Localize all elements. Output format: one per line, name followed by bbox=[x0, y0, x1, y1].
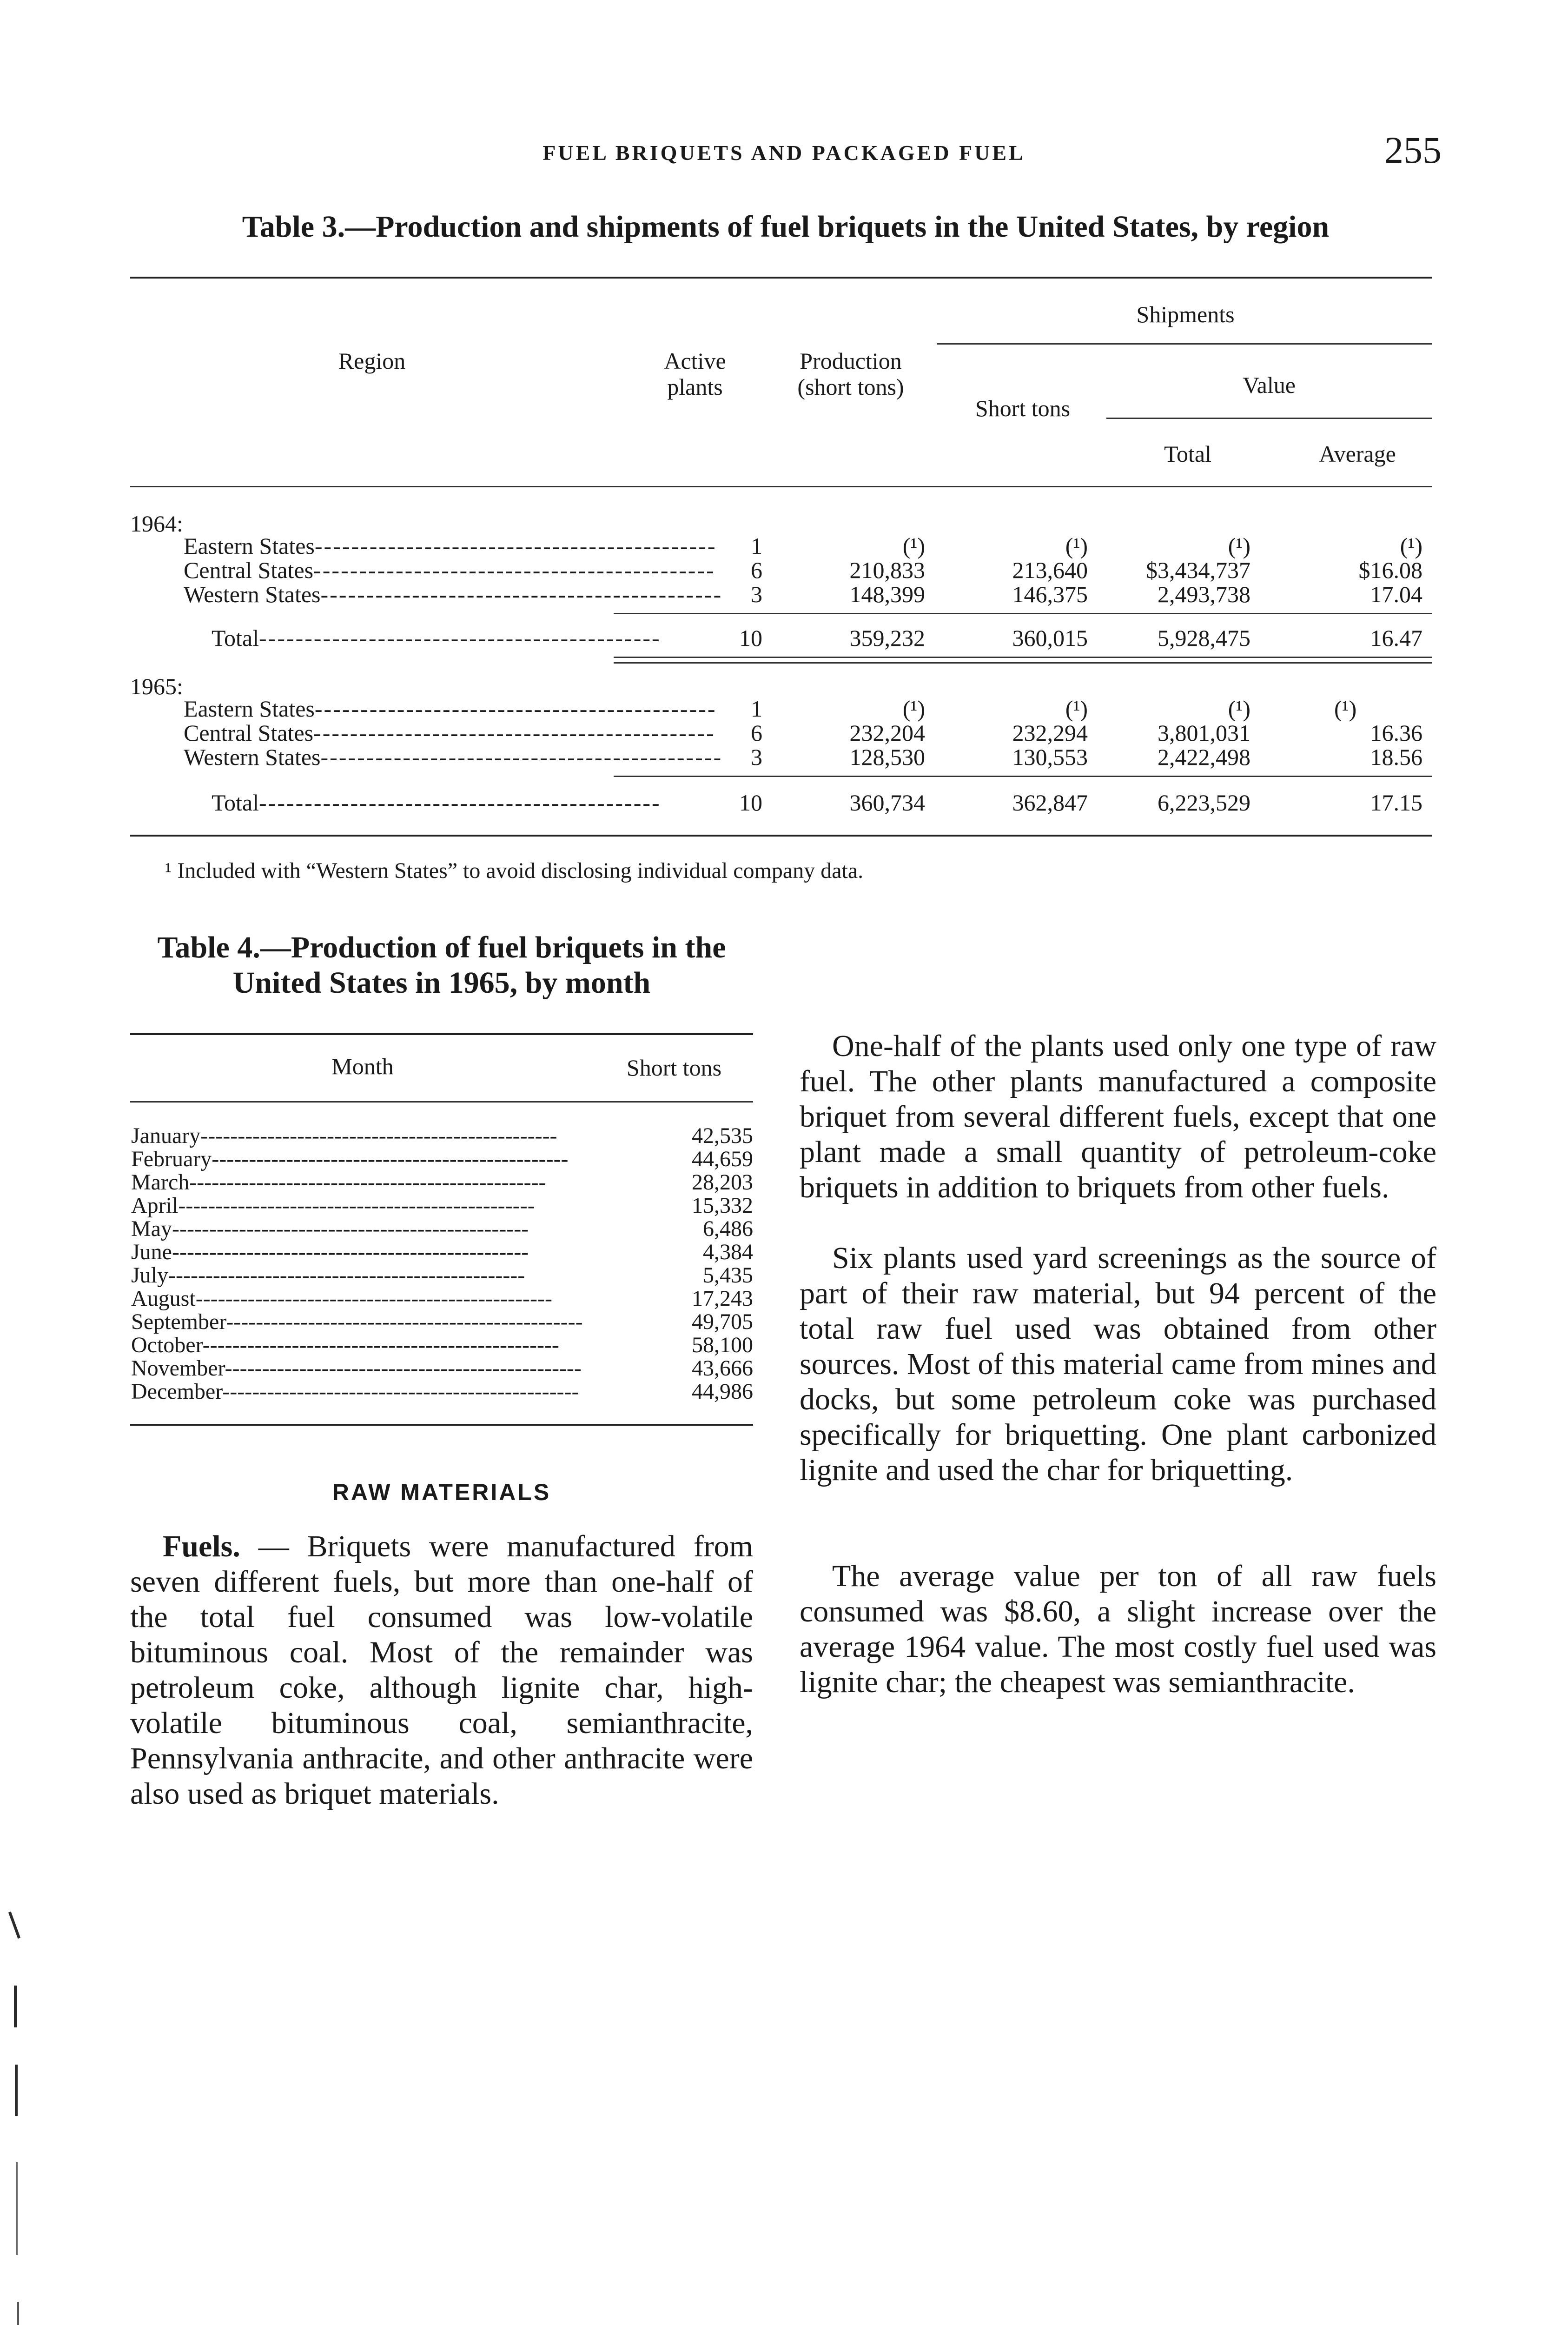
table4-row-tons: 58,100 bbox=[692, 1333, 753, 1357]
table3-bottom-rule bbox=[130, 835, 1432, 837]
table3-cell-value-average: 18.56 bbox=[1370, 744, 1422, 770]
scan-edge-mark bbox=[15, 2065, 18, 2116]
table4-row-tons: 49,705 bbox=[692, 1309, 753, 1334]
fuels-paragraph bbox=[130, 1529, 753, 1812]
table3-cell-short-tons: 146,375 bbox=[1012, 581, 1088, 607]
table4-row-month: September------------------------------------------------ bbox=[131, 1309, 583, 1334]
table3-cell-production: 210,833 bbox=[849, 557, 925, 583]
table3-cell-value-average: 17.04 bbox=[1370, 581, 1422, 607]
table4-header-short-tons: Short tons bbox=[626, 1055, 722, 1081]
month-label: October bbox=[131, 1333, 203, 1357]
table3-cell-short-tons: 130,553 bbox=[1012, 744, 1088, 770]
page-number: 255 bbox=[1384, 129, 1442, 171]
table3-cell-plants: 6 bbox=[751, 557, 762, 583]
fuels-text: — Briquets were manufactured from seven different fuels, but more than one-half of the total fuel consumed was low-volatile bituminous coal. Most of the remainder was petroleum coke, although lignite char, high-volatile bituminous coal, semianthracite, Pennsylvania anthracite, and other anthracite were also used as briquet materials. bbox=[130, 1529, 754, 1811]
scan-edge-mark bbox=[8, 1912, 20, 1939]
region-label: Eastern States bbox=[184, 533, 315, 559]
table3-total-value: 6,223,529 bbox=[1158, 790, 1250, 816]
table3-value-rule bbox=[1106, 418, 1432, 419]
table3-total-short-tons: 360,015 bbox=[1012, 625, 1088, 651]
month-label: December bbox=[131, 1379, 223, 1404]
table4-row-month: January------------------------------------------------ bbox=[131, 1123, 557, 1148]
month-label: August bbox=[131, 1286, 196, 1311]
region-label: Western States bbox=[184, 581, 321, 607]
month-label: March bbox=[131, 1170, 190, 1195]
table3-subtotal-rule bbox=[614, 613, 1432, 614]
table4-header-month: Month bbox=[331, 1053, 394, 1079]
table3-cell-production: 128,530 bbox=[849, 744, 925, 770]
table3-cell-plants: 3 bbox=[751, 744, 762, 770]
table3-year-1965: 1965: bbox=[130, 673, 183, 699]
table3-total-average: 16.47 bbox=[1370, 625, 1422, 651]
table3-double-rule-a bbox=[614, 657, 1432, 658]
table4-row-tons: 42,535 bbox=[692, 1123, 753, 1148]
table3-cell-plants: 1 bbox=[751, 533, 762, 559]
table4-header-rule bbox=[130, 1101, 753, 1103]
table4-row-month: March------------------------------------------------ bbox=[131, 1170, 546, 1195]
month-label: May bbox=[131, 1216, 172, 1241]
table3-row-region: Eastern States-------------------------------------------- bbox=[184, 533, 717, 559]
table4-row-month: May------------------------------------------------ bbox=[131, 1216, 529, 1241]
scan-edge-mark bbox=[17, 2302, 19, 2325]
table3-total-row: Total-------------------------------------------- bbox=[212, 625, 661, 651]
table4-row-tons: 15,332 bbox=[692, 1193, 753, 1218]
table3-header-total: Total bbox=[1164, 441, 1212, 467]
table3-cell-production: 148,399 bbox=[849, 581, 925, 607]
scan-edge-mark bbox=[14, 1986, 17, 2027]
table3-cell-production: 232,204 bbox=[849, 720, 925, 746]
table3-row-region: Western States-------------------------------------------- bbox=[184, 744, 723, 770]
table3-cell-value-total: 3,801,031 bbox=[1158, 720, 1250, 746]
table3-row-region: Eastern States-------------------------------------------- bbox=[184, 696, 717, 722]
region-label: Central States bbox=[184, 720, 314, 746]
running-header: FUEL BRIQUETS AND PACKAGED FUEL bbox=[543, 141, 1025, 165]
table4-row-tons: 17,243 bbox=[692, 1286, 753, 1311]
table3-row-region: Western States-------------------------------------------- bbox=[184, 581, 723, 607]
month-label: February bbox=[131, 1147, 212, 1171]
table4-row-month: February------------------------------------------------ bbox=[131, 1147, 569, 1171]
table3-cell-short-tons: 213,640 bbox=[1012, 557, 1088, 583]
table4-bottom-rule bbox=[130, 1424, 753, 1426]
paragraph-3: Six plants used yard screenings as the source of part of their raw material, but 94 percent of the total raw fuel used was obtained from other sources. Most of this material came from mines and docks, but some petroleum coke was purchased specifically for briquetting. One plant carbonized lignite and used the char for briquetting. bbox=[800, 1241, 1436, 1487]
table4-row-tons: 44,986 bbox=[692, 1379, 753, 1404]
table3-cell-value-total: 2,422,498 bbox=[1158, 744, 1250, 770]
table3-cell-value-total: 2,493,738 bbox=[1158, 581, 1250, 607]
month-label: November bbox=[131, 1356, 225, 1381]
month-label: July bbox=[131, 1263, 169, 1288]
table3-header-bottom-rule bbox=[130, 486, 1432, 487]
region-label: Western States bbox=[184, 744, 321, 770]
paragraph-4: The average value per ton of all raw fuels consumed was $8.60, a slight increase over the average 1964 value. The most costly fuel used was lignite char; the cheapest was semianthracite. bbox=[800, 1559, 1436, 1699]
table4-row-month: December------------------------------------------------ bbox=[131, 1379, 579, 1404]
region-label: Central States bbox=[184, 557, 314, 583]
table3-header-value: Value bbox=[1243, 372, 1296, 398]
fuels-lead: Fuels. bbox=[163, 1529, 240, 1563]
table3-header-region: Region bbox=[338, 348, 406, 374]
table3-header-average: Average bbox=[1319, 441, 1396, 467]
table3-cell-value-total: (¹) bbox=[1228, 696, 1250, 722]
table4-top-rule bbox=[130, 1033, 753, 1035]
table3-header-production: Production (short tons) bbox=[797, 348, 904, 400]
table4-row-tons: 44,659 bbox=[692, 1147, 753, 1171]
table4-row-month: April------------------------------------------------ bbox=[131, 1193, 535, 1218]
section-heading: RAW MATERIALS bbox=[332, 1479, 551, 1505]
table4-row-tons: 28,203 bbox=[692, 1170, 753, 1195]
table3-cell-plants: 3 bbox=[751, 581, 762, 607]
table4-row-tons: 43,666 bbox=[692, 1356, 753, 1381]
table3-cell-short-tons: (¹) bbox=[1065, 696, 1088, 722]
table3-total-average: 17.15 bbox=[1370, 790, 1422, 816]
table3-cell-value-total: (¹) bbox=[1228, 533, 1250, 559]
table3-cell-plants: 6 bbox=[751, 720, 762, 746]
table3-cell-short-tons: (¹) bbox=[1065, 533, 1088, 559]
table3-cell-short-tons: 232,294 bbox=[1012, 720, 1088, 746]
table3-header-shipments: Shipments bbox=[1136, 301, 1235, 327]
table3-cell-production: (¹) bbox=[902, 696, 925, 722]
region-label: Eastern States bbox=[184, 696, 315, 722]
month-label: June bbox=[131, 1240, 172, 1264]
table3-cell-plants: 1 bbox=[751, 696, 762, 722]
table3-total-production: 360,734 bbox=[849, 790, 925, 816]
table4-row-tons: 5,435 bbox=[703, 1263, 753, 1288]
table4-row-tons: 4,384 bbox=[703, 1240, 753, 1264]
table3-footnote: ¹ Included with “Western States” to avoid disclosing individual company data. bbox=[165, 858, 864, 883]
total-label: Total bbox=[212, 625, 259, 651]
table3-top-rule bbox=[130, 277, 1432, 279]
table4-row-tons: 6,486 bbox=[703, 1216, 753, 1241]
table3-total-production: 359,232 bbox=[849, 625, 925, 651]
month-label: September bbox=[131, 1309, 226, 1334]
table4-row-month: October------------------------------------------------ bbox=[131, 1333, 559, 1357]
table3-subtotal-rule bbox=[614, 776, 1432, 777]
table3-total-plants: 10 bbox=[739, 790, 762, 816]
month-label: January bbox=[131, 1123, 201, 1148]
table3-cell-value-average: $16.08 bbox=[1358, 557, 1422, 583]
table3-cell-value-average: 16.36 bbox=[1370, 720, 1422, 746]
table3-row-region: Central States-------------------------------------------- bbox=[184, 557, 715, 583]
table3-cell-production: (¹) bbox=[902, 533, 925, 559]
table4-row-month: August------------------------------------------------ bbox=[131, 1286, 552, 1311]
table4-title: Table 4.—Production of fuel briquets in the United States in 1965, by month bbox=[157, 930, 726, 1000]
table3-cell-value-total: $3,434,737 bbox=[1146, 557, 1250, 583]
table3-total-row: Total-------------------------------------------- bbox=[212, 790, 661, 816]
table4-row-month: November------------------------------------------------ bbox=[131, 1356, 582, 1381]
table3-cell-value-average: (¹) bbox=[1400, 533, 1422, 559]
table3-header-short-tons: Short tons bbox=[975, 395, 1071, 421]
scan-edge-mark bbox=[16, 2162, 18, 2255]
table4-row-month: June------------------------------------------------ bbox=[131, 1240, 529, 1264]
month-label: April bbox=[131, 1193, 179, 1218]
table3-shipments-rule bbox=[937, 343, 1432, 345]
table3-total-value: 5,928,475 bbox=[1158, 625, 1250, 651]
table3-total-plants: 10 bbox=[739, 625, 762, 651]
table3-double-rule-b bbox=[614, 662, 1432, 664]
table3-row-region: Central States-------------------------------------------- bbox=[184, 720, 715, 746]
table3-header-active-plants: Active plants bbox=[664, 348, 726, 400]
table3-year-1964: 1964: bbox=[130, 511, 183, 537]
table3-title: Table 3.—Production and shipments of fuel briquets in the United States, by region bbox=[242, 210, 1330, 244]
table3-total-short-tons: 362,847 bbox=[1012, 790, 1088, 816]
paragraph-2: One-half of the plants used only one type of raw fuel. The other plants manufactured a composite briquet from several different fuels, except that one plant made a small quantity of petroleum-coke briquets in addition to briquets from other fuels. bbox=[800, 1029, 1436, 1204]
total-label: Total bbox=[212, 790, 259, 816]
table4-row-month: July------------------------------------------------ bbox=[131, 1263, 525, 1288]
table3-cell-value-average: (¹) bbox=[1334, 696, 1357, 722]
